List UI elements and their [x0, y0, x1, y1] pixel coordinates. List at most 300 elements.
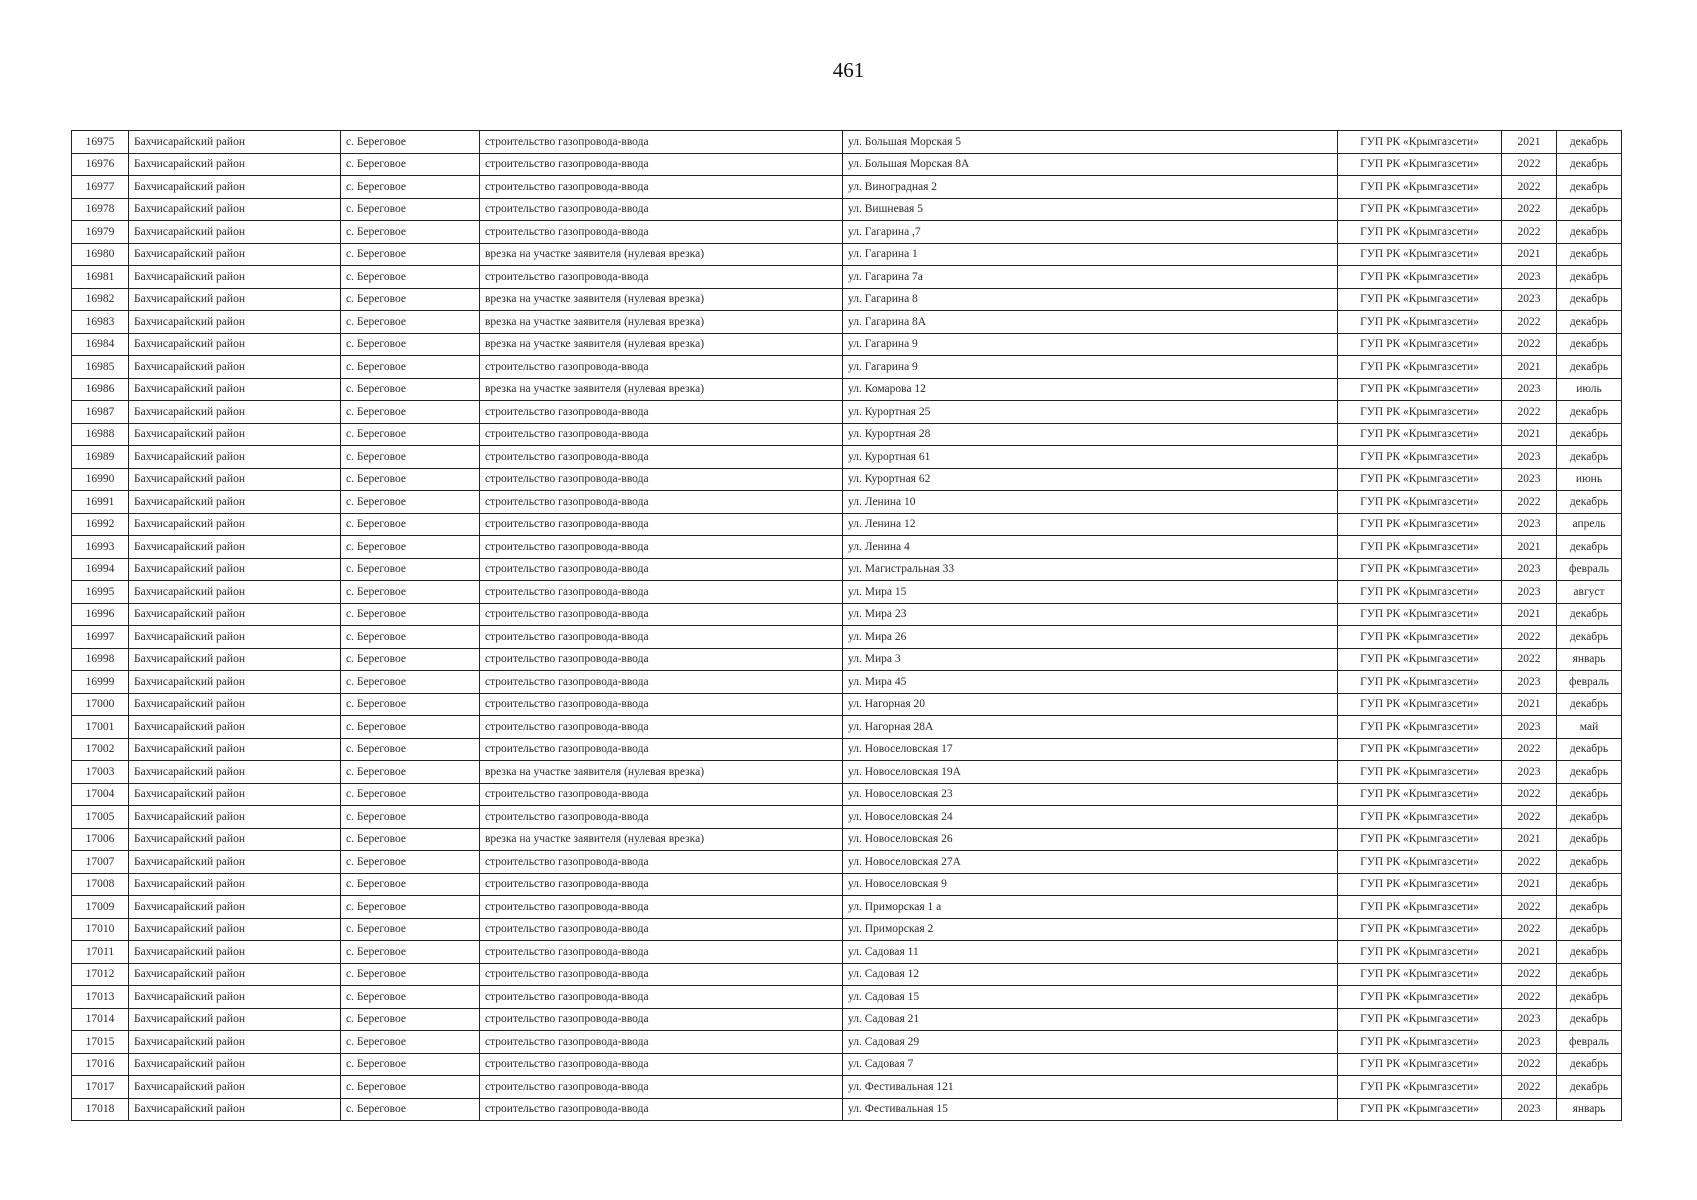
register-body — [72, 131, 1622, 1121]
organization-cell: ГУП РК «Крымгазсети» — [1338, 941, 1502, 964]
table-row — [72, 918, 1622, 941]
work-type-cell: строительство газопровода-ввода — [480, 491, 843, 514]
organization-cell: ГУП РК «Крымгазсети» — [1338, 401, 1502, 424]
row-number: 17002 — [72, 738, 129, 761]
month-cell: декабрь — [1557, 243, 1622, 266]
row-number: 16997 — [72, 626, 129, 649]
row-number: 16982 — [72, 288, 129, 311]
work-type-cell: строительство газопровода-ввода — [480, 468, 843, 491]
work-type-cell: строительство газопровода-ввода — [480, 176, 843, 199]
address-cell: ул. Гагарина 1 — [843, 243, 1338, 266]
work-type-cell: строительство газопровода-ввода — [480, 558, 843, 581]
month-cell: январь — [1557, 648, 1622, 671]
table-row — [72, 513, 1622, 536]
work-type-cell: строительство газопровода-ввода — [480, 1098, 843, 1121]
organization-cell: ГУП РК «Крымгазсети» — [1338, 963, 1502, 986]
village-cell: с. Береговое — [341, 986, 480, 1009]
table-row — [72, 941, 1622, 964]
district-cell: Бахчисарайский район — [129, 896, 341, 919]
month-cell: февраль — [1557, 558, 1622, 581]
address-cell: ул. Ленина 12 — [843, 513, 1338, 536]
month-cell: декабрь — [1557, 423, 1622, 446]
address-cell: ул. Курортная 25 — [843, 401, 1338, 424]
year-cell: 2023 — [1502, 468, 1557, 491]
organization-cell: ГУП РК «Крымгазсети» — [1338, 131, 1502, 154]
month-cell: февраль — [1557, 671, 1622, 694]
year-cell: 2021 — [1502, 356, 1557, 379]
row-number: 16996 — [72, 603, 129, 626]
year-cell: 2023 — [1502, 1031, 1557, 1054]
month-cell: декабрь — [1557, 356, 1622, 379]
address-cell: ул. Садовая 7 — [843, 1053, 1338, 1076]
address-cell: ул. Мира 23 — [843, 603, 1338, 626]
district-cell: Бахчисарайский район — [129, 468, 341, 491]
year-cell: 2021 — [1502, 131, 1557, 154]
year-cell: 2022 — [1502, 401, 1557, 424]
district-cell: Бахчисарайский район — [129, 828, 341, 851]
year-cell: 2023 — [1502, 446, 1557, 469]
table-row — [72, 378, 1622, 401]
work-type-cell: строительство газопровода-ввода — [480, 851, 843, 874]
district-cell: Бахчисарайский район — [129, 581, 341, 604]
address-cell: ул. Курортная 62 — [843, 468, 1338, 491]
organization-cell: ГУП РК «Крымгазсети» — [1338, 581, 1502, 604]
year-cell: 2023 — [1502, 761, 1557, 784]
organization-cell: ГУП РК «Крымгазсети» — [1338, 243, 1502, 266]
work-type-cell: строительство газопровода-ввода — [480, 671, 843, 694]
year-cell: 2022 — [1502, 176, 1557, 199]
year-cell: 2022 — [1502, 221, 1557, 244]
village-cell: с. Береговое — [341, 581, 480, 604]
district-cell: Бахчисарайский район — [129, 918, 341, 941]
year-cell: 2021 — [1502, 423, 1557, 446]
organization-cell: ГУП РК «Крымгазсети» — [1338, 1098, 1502, 1121]
district-cell: Бахчисарайский район — [129, 761, 341, 784]
table-row — [72, 738, 1622, 761]
month-cell: декабрь — [1557, 918, 1622, 941]
row-number: 16998 — [72, 648, 129, 671]
village-cell: с. Береговое — [341, 266, 480, 289]
organization-cell: ГУП РК «Крымгазсети» — [1338, 423, 1502, 446]
month-cell: декабрь — [1557, 828, 1622, 851]
address-cell: ул. Новоселовская 17 — [843, 738, 1338, 761]
work-type-cell: строительство газопровода-ввода — [480, 626, 843, 649]
district-cell: Бахчисарайский район — [129, 288, 341, 311]
row-number: 17009 — [72, 896, 129, 919]
village-cell: с. Береговое — [341, 851, 480, 874]
village-cell: с. Береговое — [341, 1031, 480, 1054]
table-row — [72, 806, 1622, 829]
district-cell: Бахчисарайский район — [129, 1008, 341, 1031]
month-cell: декабрь — [1557, 1053, 1622, 1076]
organization-cell: ГУП РК «Крымгазсети» — [1338, 738, 1502, 761]
row-number: 17006 — [72, 828, 129, 851]
register-table — [71, 130, 1622, 1121]
month-cell: декабрь — [1557, 176, 1622, 199]
month-cell: декабрь — [1557, 131, 1622, 154]
table-row — [72, 333, 1622, 356]
village-cell: с. Береговое — [341, 1053, 480, 1076]
row-number: 16990 — [72, 468, 129, 491]
district-cell: Бахчисарайский район — [129, 423, 341, 446]
month-cell: декабрь — [1557, 783, 1622, 806]
organization-cell: ГУП РК «Крымгазсети» — [1338, 1008, 1502, 1031]
organization-cell: ГУП РК «Крымгазсети» — [1338, 513, 1502, 536]
table-row — [72, 131, 1622, 154]
year-cell: 2023 — [1502, 1098, 1557, 1121]
year-cell: 2023 — [1502, 716, 1557, 739]
work-type-cell: строительство газопровода-ввода — [480, 536, 843, 559]
organization-cell: ГУП РК «Крымгазсети» — [1338, 896, 1502, 919]
month-cell: май — [1557, 716, 1622, 739]
row-number: 17010 — [72, 918, 129, 941]
district-cell: Бахчисарайский район — [129, 941, 341, 964]
district-cell: Бахчисарайский район — [129, 491, 341, 514]
village-cell: с. Береговое — [341, 806, 480, 829]
village-cell: с. Береговое — [341, 446, 480, 469]
village-cell: с. Береговое — [341, 873, 480, 896]
table-row — [72, 356, 1622, 379]
district-cell: Бахчисарайский район — [129, 963, 341, 986]
district-cell: Бахчисарайский район — [129, 536, 341, 559]
table-row — [72, 153, 1622, 176]
address-cell: ул. Гагарина 9 — [843, 333, 1338, 356]
month-cell: январь — [1557, 1098, 1622, 1121]
organization-cell: ГУП РК «Крымгазсети» — [1338, 446, 1502, 469]
page-number: 461 — [832, 58, 865, 82]
table-row — [72, 716, 1622, 739]
work-type-cell: строительство газопровода-ввода — [480, 648, 843, 671]
address-cell: ул. Ленина 10 — [843, 491, 1338, 514]
address-cell: ул. Приморская 2 — [843, 918, 1338, 941]
village-cell: с. Береговое — [341, 558, 480, 581]
village-cell: с. Береговое — [341, 783, 480, 806]
district-cell: Бахчисарайский район — [129, 873, 341, 896]
month-cell: декабрь — [1557, 153, 1622, 176]
village-cell: с. Береговое — [341, 131, 480, 154]
village-cell: с. Береговое — [341, 356, 480, 379]
work-type-cell: строительство газопровода-ввода — [480, 401, 843, 424]
village-cell: с. Береговое — [341, 176, 480, 199]
table-row — [72, 626, 1622, 649]
work-type-cell: строительство газопровода-ввода — [480, 446, 843, 469]
district-cell: Бахчисарайский район — [129, 693, 341, 716]
month-cell: декабрь — [1557, 311, 1622, 334]
row-number: 16981 — [72, 266, 129, 289]
row-number: 16978 — [72, 198, 129, 221]
work-type-cell: врезка на участке заявителя (нулевая врезка) — [480, 378, 843, 401]
year-cell: 2023 — [1502, 1008, 1557, 1031]
village-cell: с. Береговое — [341, 603, 480, 626]
district-cell: Бахчисарайский район — [129, 198, 341, 221]
village-cell: с. Береговое — [341, 1076, 480, 1099]
table-row — [72, 963, 1622, 986]
month-cell: апрель — [1557, 513, 1622, 536]
village-cell: с. Береговое — [341, 288, 480, 311]
district-cell: Бахчисарайский район — [129, 378, 341, 401]
month-cell: декабрь — [1557, 896, 1622, 919]
month-cell: июль — [1557, 378, 1622, 401]
table-row — [72, 423, 1622, 446]
village-cell: с. Береговое — [341, 941, 480, 964]
work-type-cell: строительство газопровода-ввода — [480, 131, 843, 154]
address-cell: ул. Магистральная 33 — [843, 558, 1338, 581]
district-cell: Бахчисарайский район — [129, 1031, 341, 1054]
table-row — [72, 783, 1622, 806]
work-type-cell: строительство газопровода-ввода — [480, 941, 843, 964]
organization-cell: ГУП РК «Крымгазсети» — [1338, 198, 1502, 221]
organization-cell: ГУП РК «Крымгазсети» — [1338, 468, 1502, 491]
address-cell: ул. Садовая 29 — [843, 1031, 1338, 1054]
organization-cell: ГУП РК «Крымгазсети» — [1338, 783, 1502, 806]
work-type-cell: строительство газопровода-ввода — [480, 513, 843, 536]
village-cell: с. Береговое — [341, 896, 480, 919]
table-row — [72, 648, 1622, 671]
district-cell: Бахчисарайский район — [129, 648, 341, 671]
row-number: 17004 — [72, 783, 129, 806]
row-number: 16994 — [72, 558, 129, 581]
address-cell: ул. Садовая 12 — [843, 963, 1338, 986]
month-cell: декабрь — [1557, 491, 1622, 514]
year-cell: 2021 — [1502, 873, 1557, 896]
organization-cell: ГУП РК «Крымгазсети» — [1338, 851, 1502, 874]
address-cell: ул. Садовая 21 — [843, 1008, 1338, 1031]
month-cell: декабрь — [1557, 986, 1622, 1009]
year-cell: 2021 — [1502, 603, 1557, 626]
address-cell: ул. Приморская 1 а — [843, 896, 1338, 919]
month-cell: декабрь — [1557, 806, 1622, 829]
month-cell: декабрь — [1557, 738, 1622, 761]
work-type-cell: строительство газопровода-ввода — [480, 603, 843, 626]
row-number: 17008 — [72, 873, 129, 896]
work-type-cell: строительство газопровода-ввода — [480, 806, 843, 829]
year-cell: 2023 — [1502, 671, 1557, 694]
address-cell: ул. Ленина 4 — [843, 536, 1338, 559]
year-cell: 2022 — [1502, 198, 1557, 221]
address-cell: ул. Мира 45 — [843, 671, 1338, 694]
table-row — [72, 603, 1622, 626]
row-number: 16992 — [72, 513, 129, 536]
work-type-cell: врезка на участке заявителя (нулевая врезка) — [480, 761, 843, 784]
district-cell: Бахчисарайский район — [129, 176, 341, 199]
year-cell: 2023 — [1502, 266, 1557, 289]
organization-cell: ГУП РК «Крымгазсети» — [1338, 153, 1502, 176]
address-cell: ул. Новоселовская 9 — [843, 873, 1338, 896]
month-cell: декабрь — [1557, 761, 1622, 784]
row-number: 16976 — [72, 153, 129, 176]
village-cell: с. Береговое — [341, 311, 480, 334]
table-row — [72, 558, 1622, 581]
table-row — [72, 986, 1622, 1009]
year-cell: 2021 — [1502, 243, 1557, 266]
work-type-cell: врезка на участке заявителя (нулевая врезка) — [480, 311, 843, 334]
village-cell: с. Береговое — [341, 918, 480, 941]
year-cell: 2022 — [1502, 333, 1557, 356]
table-row — [72, 266, 1622, 289]
work-type-cell: врезка на участке заявителя (нулевая врезка) — [480, 288, 843, 311]
month-cell: декабрь — [1557, 626, 1622, 649]
year-cell: 2023 — [1502, 513, 1557, 536]
work-type-cell: строительство газопровода-ввода — [480, 918, 843, 941]
district-cell: Бахчисарайский район — [129, 558, 341, 581]
work-type-cell: строительство газопровода-ввода — [480, 356, 843, 379]
address-cell: ул. Фестивальная 15 — [843, 1098, 1338, 1121]
address-cell: ул. Новоселовская 27А — [843, 851, 1338, 874]
address-cell: ул. Садовая 15 — [843, 986, 1338, 1009]
village-cell: с. Береговое — [341, 671, 480, 694]
year-cell: 2022 — [1502, 1076, 1557, 1099]
year-cell: 2022 — [1502, 153, 1557, 176]
organization-cell: ГУП РК «Крымгазсети» — [1338, 356, 1502, 379]
table-row — [72, 491, 1622, 514]
row-number: 16986 — [72, 378, 129, 401]
address-cell: ул. Мира 26 — [843, 626, 1338, 649]
organization-cell: ГУП РК «Крымгазсети» — [1338, 761, 1502, 784]
address-cell: ул. Вишневая 5 — [843, 198, 1338, 221]
table-row — [72, 446, 1622, 469]
table-row — [72, 1098, 1622, 1121]
table-row — [72, 468, 1622, 491]
row-number: 17007 — [72, 851, 129, 874]
district-cell: Бахчисарайский район — [129, 626, 341, 649]
row-number: 16977 — [72, 176, 129, 199]
village-cell: с. Береговое — [341, 761, 480, 784]
row-number: 17000 — [72, 693, 129, 716]
village-cell: с. Береговое — [341, 1008, 480, 1031]
village-cell: с. Береговое — [341, 221, 480, 244]
village-cell: с. Береговое — [341, 716, 480, 739]
month-cell: декабрь — [1557, 266, 1622, 289]
table-row — [72, 243, 1622, 266]
organization-cell: ГУП РК «Крымгазсети» — [1338, 266, 1502, 289]
village-cell: с. Береговое — [341, 401, 480, 424]
work-type-cell: строительство газопровода-ввода — [480, 1053, 843, 1076]
district-cell: Бахчисарайский район — [129, 131, 341, 154]
row-number: 16984 — [72, 333, 129, 356]
organization-cell: ГУП РК «Крымгазсети» — [1338, 626, 1502, 649]
year-cell: 2021 — [1502, 693, 1557, 716]
organization-cell: ГУП РК «Крымгазсети» — [1338, 1053, 1502, 1076]
district-cell: Бахчисарайский район — [129, 783, 341, 806]
table-row — [72, 1076, 1622, 1099]
year-cell: 2023 — [1502, 288, 1557, 311]
organization-cell: ГУП РК «Крымгазсети» — [1338, 806, 1502, 829]
address-cell: ул. Нагорная 20 — [843, 693, 1338, 716]
work-type-cell: врезка на участке заявителя (нулевая врезка) — [480, 828, 843, 851]
address-cell: ул. Новоселовская 26 — [843, 828, 1338, 851]
organization-cell: ГУП РК «Крымгазсети» — [1338, 603, 1502, 626]
table-row — [72, 581, 1622, 604]
work-type-cell: строительство газопровода-ввода — [480, 221, 843, 244]
district-cell: Бахчисарайский район — [129, 513, 341, 536]
row-number: 17014 — [72, 1008, 129, 1031]
district-cell: Бахчисарайский район — [129, 1053, 341, 1076]
district-cell: Бахчисарайский район — [129, 311, 341, 334]
organization-cell: ГУП РК «Крымгазсети» — [1338, 648, 1502, 671]
village-cell: с. Береговое — [341, 198, 480, 221]
month-cell: декабрь — [1557, 873, 1622, 896]
organization-cell: ГУП РК «Крымгазсети» — [1338, 873, 1502, 896]
district-cell: Бахчисарайский район — [129, 153, 341, 176]
month-cell: декабрь — [1557, 198, 1622, 221]
village-cell: с. Береговое — [341, 1098, 480, 1121]
village-cell: с. Береговое — [341, 693, 480, 716]
year-cell: 2022 — [1502, 806, 1557, 829]
organization-cell: ГУП РК «Крымгазсети» — [1338, 693, 1502, 716]
year-cell: 2022 — [1502, 896, 1557, 919]
organization-cell: ГУП РК «Крымгазсети» — [1338, 311, 1502, 334]
month-cell: декабрь — [1557, 693, 1622, 716]
month-cell: декабрь — [1557, 221, 1622, 244]
organization-cell: ГУП РК «Крымгазсети» — [1338, 378, 1502, 401]
table-row — [72, 288, 1622, 311]
table-row — [72, 671, 1622, 694]
village-cell: с. Береговое — [341, 828, 480, 851]
row-number: 17018 — [72, 1098, 129, 1121]
work-type-cell: строительство газопровода-ввода — [480, 423, 843, 446]
work-type-cell: строительство газопровода-ввода — [480, 266, 843, 289]
year-cell: 2022 — [1502, 963, 1557, 986]
village-cell: с. Береговое — [341, 738, 480, 761]
organization-cell: ГУП РК «Крымгазсети» — [1338, 828, 1502, 851]
address-cell: ул. Гагарина 8А — [843, 311, 1338, 334]
address-cell: ул. Комарова 12 — [843, 378, 1338, 401]
address-cell: ул. Большая Морская 5 — [843, 131, 1338, 154]
address-cell: ул. Новоселовская 19А — [843, 761, 1338, 784]
work-type-cell: строительство газопровода-ввода — [480, 716, 843, 739]
district-cell: Бахчисарайский район — [129, 266, 341, 289]
district-cell: Бахчисарайский район — [129, 221, 341, 244]
district-cell: Бахчисарайский район — [129, 243, 341, 266]
village-cell: с. Береговое — [341, 378, 480, 401]
village-cell: с. Береговое — [341, 513, 480, 536]
address-cell: ул. Новоселовская 24 — [843, 806, 1338, 829]
table-row — [72, 761, 1622, 784]
table-row — [72, 198, 1622, 221]
month-cell: декабрь — [1557, 536, 1622, 559]
month-cell: декабрь — [1557, 851, 1622, 874]
row-number: 16989 — [72, 446, 129, 469]
organization-cell: ГУП РК «Крымгазсети» — [1338, 1076, 1502, 1099]
district-cell: Бахчисарайский район — [129, 446, 341, 469]
organization-cell: ГУП РК «Крымгазсети» — [1338, 221, 1502, 244]
village-cell: с. Береговое — [341, 153, 480, 176]
address-cell: ул. Садовая 11 — [843, 941, 1338, 964]
organization-cell: ГУП РК «Крымгазсети» — [1338, 671, 1502, 694]
table-row — [72, 1008, 1622, 1031]
table-row — [72, 1053, 1622, 1076]
address-cell: ул. Виноградная 2 — [843, 176, 1338, 199]
district-cell: Бахчисарайский район — [129, 986, 341, 1009]
year-cell: 2023 — [1502, 378, 1557, 401]
month-cell: декабрь — [1557, 288, 1622, 311]
work-type-cell: строительство газопровода-ввода — [480, 738, 843, 761]
year-cell: 2022 — [1502, 311, 1557, 334]
address-cell: ул. Гагарина 7а — [843, 266, 1338, 289]
year-cell: 2022 — [1502, 491, 1557, 514]
work-type-cell: строительство газопровода-ввода — [480, 693, 843, 716]
work-type-cell: строительство газопровода-ввода — [480, 153, 843, 176]
row-number: 16983 — [72, 311, 129, 334]
address-cell: ул. Мира 15 — [843, 581, 1338, 604]
address-cell: ул. Фестивальная 121 — [843, 1076, 1338, 1099]
row-number: 16985 — [72, 356, 129, 379]
organization-cell: ГУП РК «Крымгазсети» — [1338, 288, 1502, 311]
address-cell: ул. Гагарина 9 — [843, 356, 1338, 379]
work-type-cell: врезка на участке заявителя (нулевая врезка) — [480, 243, 843, 266]
village-cell: с. Береговое — [341, 536, 480, 559]
organization-cell: ГУП РК «Крымгазсети» — [1338, 716, 1502, 739]
